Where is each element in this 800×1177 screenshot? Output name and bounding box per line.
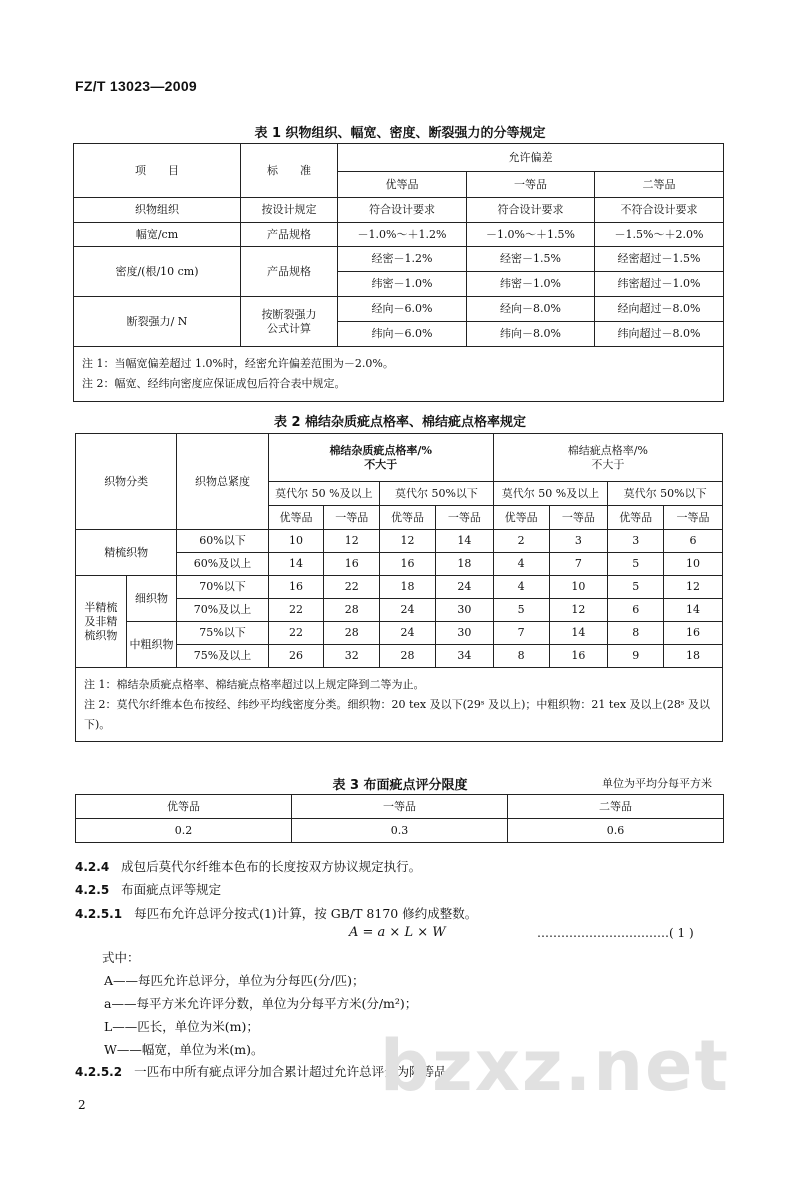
t2-cell: 8 <box>493 645 549 668</box>
t2-cell: 30 <box>435 599 493 622</box>
table2-caption: 表 2 棉结杂质疵点格率、棉结疵点格率规定 <box>273 415 527 430</box>
section-text: 布面疵点评等规定 <box>121 882 222 897</box>
t3-cell: 0.6 <box>508 819 724 843</box>
t2-notes <box>76 668 723 742</box>
t1-cell: 纬密超过－1.0% <box>595 272 724 297</box>
t1-cell: 产品规格 <box>241 247 338 297</box>
t1-note: 注 2：幅宽、经纬向密度应保证成包后符合表中规定。 <box>82 377 346 390</box>
t2-note: 注 2：莫代尔纤维本色布按经、纬纱平均线密度分类。细织物：20 tex 及以下(29ˢ 及以上)；中粗织物：21 tex 及以上(28ˢ 及以下)。 <box>84 697 711 731</box>
table3-unit: 单位为平均分每平方米 <box>602 777 712 790</box>
t3-cell: 0.3 <box>292 819 508 843</box>
section-text: 成包后莫代尔纤维本色布的长度按双方协议规定执行。 <box>121 859 422 874</box>
t2-cell: 18 <box>435 553 493 576</box>
t2-cell: 4 <box>493 576 549 599</box>
t1-cell: 不符合设计要求 <box>595 198 724 223</box>
t2-tightness: 75%及以上 <box>177 645 268 668</box>
t2-header-grade: 优等品 <box>380 506 436 530</box>
section-4-2-4 <box>75 857 421 875</box>
t2-cell: 3 <box>549 530 608 553</box>
section-text: 一匹布中所有疵点评分加合累计超过允许总评分为降等品。 <box>134 1064 460 1079</box>
table3 <box>75 794 724 843</box>
t2-cell: 26 <box>268 645 324 668</box>
t2-cell: 24 <box>380 599 436 622</box>
t2-tightness: 60%以下 <box>177 530 268 553</box>
t2-cell: 34 <box>435 645 493 668</box>
t2-cell: 10 <box>664 553 723 576</box>
t2-cell: 10 <box>268 530 324 553</box>
t1-cell: 纬密－1.0% <box>338 272 467 297</box>
t2-cell: 16 <box>380 553 436 576</box>
t2-cell: 9 <box>608 645 664 668</box>
t1-header-grade1: 优等品 <box>338 172 467 198</box>
section-number: 4.2.4 <box>75 860 110 874</box>
t2-cell: 10 <box>549 576 608 599</box>
t1-cell: 纬密－1.0% <box>467 272 595 297</box>
t1-header-standard: 标 准 <box>241 144 338 198</box>
t2-header-text: 不大于 <box>591 457 625 471</box>
formula-def: A——每匹允许总评分，单位为分每匹(分/匹)； <box>104 973 365 988</box>
t2-cell: 4 <box>493 553 549 576</box>
formula-def: W——幅宽，单位为米(m)。 <box>104 1042 264 1057</box>
table1-caption: 表 1 织物组织、幅宽、密度、断裂强力的分等规定 <box>254 126 546 141</box>
t2-cell: 14 <box>268 553 324 576</box>
t2-subcategory-fine: 细织物 <box>126 576 177 622</box>
t2-header-modal: 莫代尔 50%以下 <box>608 482 723 506</box>
t2-cell: 30 <box>435 622 493 645</box>
t3-header-grade3: 二等品 <box>508 795 724 819</box>
t2-header-grade: 一等品 <box>549 506 608 530</box>
t2-header-text: 棉结杂质疵点格率/% <box>329 443 432 457</box>
t2-cell: 16 <box>324 553 380 576</box>
t2-cell: 24 <box>380 622 436 645</box>
t2-cell: 16 <box>664 622 723 645</box>
formula-where: 式中： <box>102 950 140 965</box>
t1-cell: 纬向－6.0% <box>338 322 467 347</box>
t1-cell-text: 按断裂强力 <box>261 307 317 321</box>
t2-cell: 2 <box>493 530 549 553</box>
t2-cell: 28 <box>324 599 380 622</box>
t1-cell: 密度/(根/10 cm) <box>74 247 241 297</box>
t3-header-grade2: 一等品 <box>292 795 508 819</box>
t1-cell: 产品规格 <box>241 223 338 247</box>
t2-cell: 7 <box>493 622 549 645</box>
t2-cell: 12 <box>664 576 723 599</box>
t2-cell: 12 <box>380 530 436 553</box>
section-number: 4.2.5.2 <box>75 1065 123 1079</box>
t1-header-allowance: 允许偏差 <box>338 144 724 172</box>
t1-note: 注 1：当幅宽偏差超过 1.0%时，经密允许偏差范围为－2.0%。 <box>82 357 394 370</box>
t2-cell: 22 <box>324 576 380 599</box>
t1-header-grade2: 一等品 <box>467 172 595 198</box>
t2-cell: 14 <box>664 599 723 622</box>
t2-header-grade: 优等品 <box>608 506 664 530</box>
t2-tightness: 60%及以上 <box>177 553 268 576</box>
t1-header-item: 项 目 <box>74 144 241 198</box>
t1-cell-formula <box>241 297 338 347</box>
t2-header-text: 棉结疵点格率/% <box>567 443 648 457</box>
t2-cell: 18 <box>380 576 436 599</box>
t1-cell: 纬向－8.0% <box>467 322 595 347</box>
section-number: 4.2.5.1 <box>75 907 123 921</box>
section-text: 每匹布允许总评分按式(1)计算，按 GB/T 8170 修约成整数。 <box>134 906 478 921</box>
t2-header-grade: 优等品 <box>268 506 324 530</box>
t2-cell: 12 <box>324 530 380 553</box>
t1-cell: 断裂强力/ N <box>74 297 241 347</box>
t1-cell: 符合设计要求 <box>338 198 467 223</box>
formula-def: a——每平方米允许评分数，单位为分每平方米(分/m²)； <box>104 996 418 1011</box>
t2-cell: 28 <box>324 622 380 645</box>
t2-header-grade: 一等品 <box>435 506 493 530</box>
t2-cell: 16 <box>268 576 324 599</box>
table1 <box>73 143 724 402</box>
t2-header-grade: 一等品 <box>664 506 723 530</box>
t2-cell: 6 <box>664 530 723 553</box>
t2-header-modal: 莫代尔 50%以下 <box>380 482 494 506</box>
t2-header-modal: 莫代尔 50 %及以上 <box>493 482 608 506</box>
t2-header-modal: 莫代尔 50 %及以上 <box>268 482 380 506</box>
t2-cell: 18 <box>664 645 723 668</box>
t2-cell: 5 <box>608 576 664 599</box>
section-4-2-5-1 <box>75 904 477 922</box>
section-4-2-5 <box>75 880 221 898</box>
t3-cell: 0.2 <box>76 819 292 843</box>
t2-header-neps-impurity <box>268 434 493 482</box>
t2-cell: 7 <box>549 553 608 576</box>
t2-cell: 5 <box>608 553 664 576</box>
t2-tightness: 70%及以上 <box>177 599 268 622</box>
formula-def: L——匹长，单位为米(m)； <box>104 1019 259 1034</box>
watermark-logo: bzxz.net <box>379 1025 730 1107</box>
t2-cell: 32 <box>324 645 380 668</box>
t2-header-text: 不大于 <box>364 457 398 471</box>
page-number: 2 <box>78 1098 86 1112</box>
t1-cell-text: 公式计算 <box>267 321 311 335</box>
section-number: 4.2.5 <box>75 883 110 897</box>
t2-cell: 14 <box>549 622 608 645</box>
t1-cell: 经密超过－1.5% <box>595 247 724 272</box>
t2-cell: 12 <box>549 599 608 622</box>
t2-cell: 14 <box>435 530 493 553</box>
t2-cell: 6 <box>608 599 664 622</box>
t1-cell: 经向超过－8.0% <box>595 297 724 322</box>
t2-tightness: 75%以下 <box>177 622 268 645</box>
t2-cell: 16 <box>549 645 608 668</box>
t1-cell: 纬向超过－8.0% <box>595 322 724 347</box>
t1-cell: 经密－1.2% <box>338 247 467 272</box>
t2-subcategory-medium: 中粗织物 <box>126 622 177 668</box>
table2 <box>75 433 723 742</box>
t2-note: 注 1：棉结杂质疵点格率、棉结疵点格率超过以上规定降到二等为止。 <box>84 677 425 691</box>
t2-header-category: 织物分类 <box>76 434 177 530</box>
t2-tightness: 70%以下 <box>177 576 268 599</box>
t2-header-tightness: 织物总紧度 <box>177 434 268 530</box>
t2-cell: 24 <box>435 576 493 599</box>
t2-cell: 28 <box>380 645 436 668</box>
t1-cell: 织物组织 <box>74 198 241 223</box>
t2-category-semi-combed: 半精梳及非精梳织物 <box>76 576 127 668</box>
t1-cell: 按设计规定 <box>241 198 338 223</box>
t1-cell: －1.0%～＋1.5% <box>467 223 595 247</box>
t2-category-combed: 精梳织物 <box>76 530 177 576</box>
formula: A = a × L × W <box>349 925 446 940</box>
t1-cell: 经密－1.5% <box>467 247 595 272</box>
table3-caption: 表 3 布面疵点评分限度 <box>332 778 468 793</box>
t1-header-grade3: 二等品 <box>595 172 724 198</box>
formula-number: ……………………………( 1 ) <box>537 926 694 940</box>
t1-cell: －1.0%～＋1.2% <box>338 223 467 247</box>
t2-cell: 8 <box>608 622 664 645</box>
t2-cell: 5 <box>493 599 549 622</box>
t2-cell: 3 <box>608 530 664 553</box>
t2-cell: 22 <box>268 622 324 645</box>
t2-cell: 22 <box>268 599 324 622</box>
t1-cell: 经向－6.0% <box>338 297 467 322</box>
t2-header-grade: 一等品 <box>324 506 380 530</box>
t3-header-grade1: 优等品 <box>76 795 292 819</box>
t1-cell: 幅宽/cm <box>74 223 241 247</box>
t1-cell: 经向－8.0% <box>467 297 595 322</box>
t2-header-grade: 优等品 <box>493 506 549 530</box>
t1-cell: －1.5%～＋2.0% <box>595 223 724 247</box>
t2-header-neps <box>493 434 722 482</box>
document-header: FZ/T 13023—2009 <box>75 78 198 94</box>
t1-notes <box>74 347 724 402</box>
t1-cell: 符合设计要求 <box>467 198 595 223</box>
